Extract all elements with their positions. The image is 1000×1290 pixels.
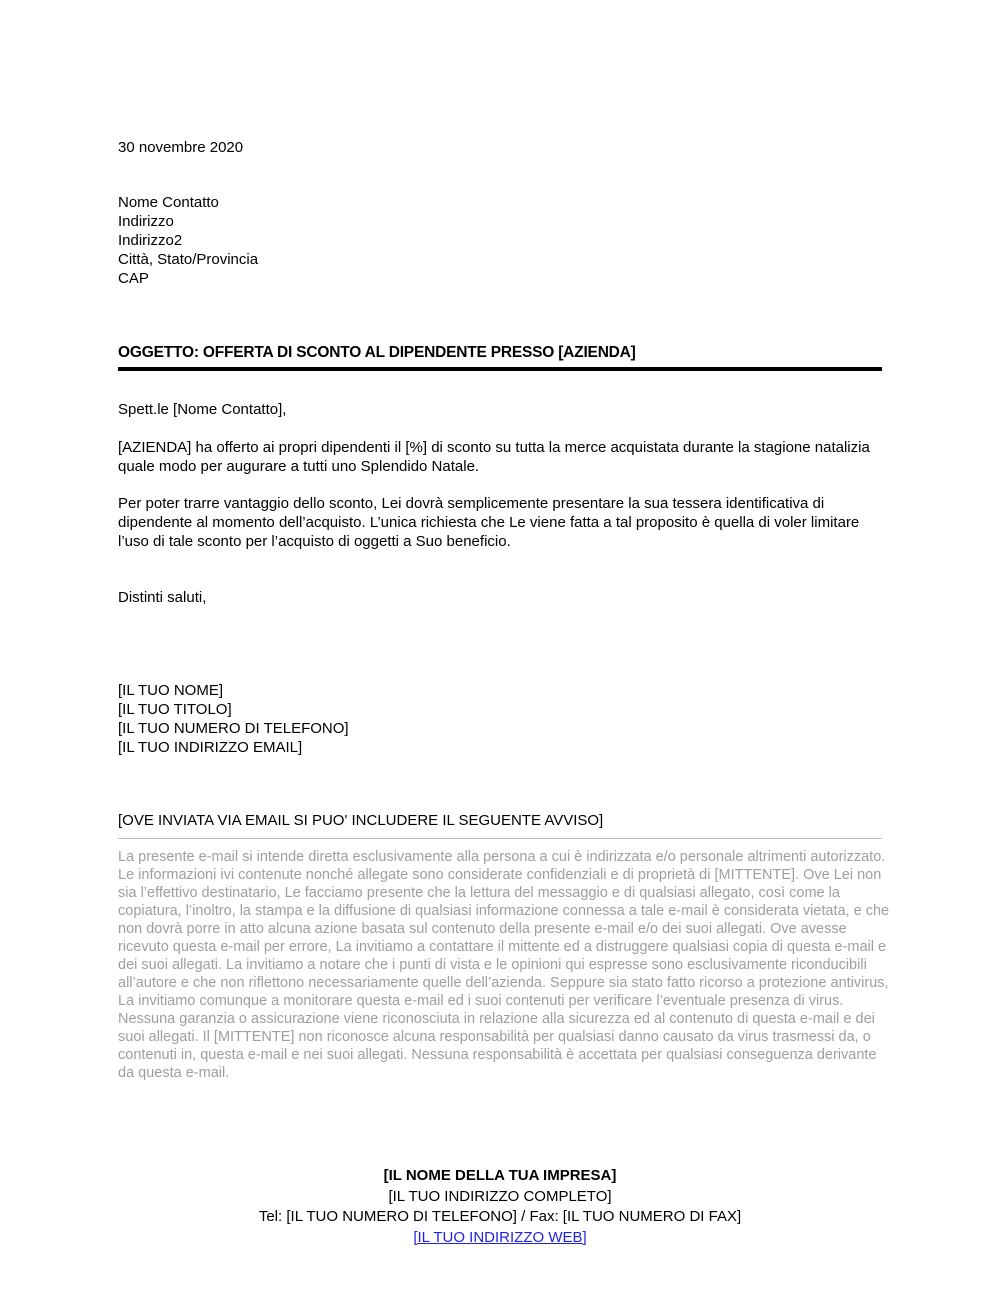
signature-block [118, 681, 349, 757]
email-notice-heading: [OVE INVIATA VIA EMAIL SI PUO' INCLUDERE IL SEGUENTE AVVISO] [118, 812, 604, 829]
company-address: [IL TUO INDIRIZZO COMPLETO] [388, 1187, 612, 1205]
signature-phone: [IL TUO NUMERO DI TELEFONO] [118, 720, 349, 737]
subject-divider [118, 367, 882, 371]
recipient-name: Nome Contatto [118, 194, 219, 211]
notice-divider [118, 838, 882, 839]
signature-name: [IL TUO NOME] [118, 682, 224, 699]
closing-salutation: Distinti saluti, [118, 589, 207, 606]
website-link[interactable]: [IL TUO INDIRIZZO WEB] [413, 1228, 587, 1246]
recipient-address-1: Indirizzo [118, 213, 174, 230]
website-link-row [0, 1228, 1000, 1249]
company-name: [IL NOME DELLA TUA IMPRESA] [383, 1167, 617, 1184]
letter-footer [0, 1166, 1000, 1248]
recipient-zip: CAP [118, 270, 149, 287]
subject-line: OGGETTO: OFFERTA DI SCONTO AL DIPENDENTE PRESSO [AZIENDA] [118, 344, 636, 361]
company-phone-fax: Tel: [IL TUO NUMERO DI TELEFONO] / Fax: [IL TUO NUMERO DI FAX] [258, 1208, 742, 1225]
email-disclaimer-text: La presente e-mail si intende diretta esclusivamente alla persona a cui è indirizzata e/o personale altrimenti autorizzato. Le informazioni ivi contenute nonché allegate sono considerate confidenziali e di proprietà di [MITTENTE]. Ove Lei non sia l’effettivo destinatario, Le facciamo presente che la lettura del messaggio e di qualsiasi allegato, così come la copiatura, l’inoltro, la stampa e la diffusione di qualsiasi informazione connessa a tale e-mail è considerata vietata, e che non dovrà porre in atto alcuna azione basata sul contenuto della presente e-mail e/o dei suoi allegati. Ove avesse ricevuto questa e-mail per errore, La invitiamo a contattare il mittente ed a distruggere qualsiasi copia di questa e-mail e dei suoi allegati. La invitiamo a notare che i punti di vista e le opinioni qui espresse sono esclusivamente riconducibili all’autore e che non riflettono necessariamente quelle dell’azienda. Seppure sia stato fatto ricorso a protezione antivirus, La invitiamo comunque a monitorare questa e-mail ed i suoi contenuti per verificare l’eventuale presenza di virus. Nessuna garanzia o assicurazione viene riconosciuta in relazione alla sicurezza ed al contenuto di questa e-mail e dei suoi allegati. Il [MITTENTE] non riconosce alcuna responsabilità per qualsiasi danno causato da virus trasmessi da, o contenuti in, questa e-mail e nei suoi allegati. Nessuna responsabilità è accettata per qualsiasi conseguenza derivante da questa e-mail. [118, 849, 890, 1081]
salutation: Spett.le [Nome Contatto], [118, 401, 287, 418]
recipient-block [118, 193, 258, 288]
letter-date: 30 novembre 2020 [118, 139, 244, 156]
signature-title: [IL TUO TITOLO] [118, 701, 232, 718]
body-paragraph-2: Per poter trarre vantaggio dello sconto, Lei dovrà semplicemente presentare la sua tessera identificativa di dipendente al momento dell’acquisto. L’unica richiesta che Le viene fatta a tal proposito è quella di voler limitare l’uso di tale sconto per l’acquisto di oggetti a Suo beneficio. [118, 495, 860, 550]
signature-email: [IL TUO INDIRIZZO EMAIL] [118, 739, 303, 756]
recipient-city-state: Città, Stato/Provincia [118, 251, 259, 268]
recipient-address-2: Indirizzo2 [118, 232, 183, 249]
body-paragraph-1: [AZIENDA] ha offerto ai propri dipendenti il [%] di sconto su tutta la merce acquistata durante la stagione natalizia quale modo per augurare a tutti uno Splendido Natale. [118, 439, 870, 475]
